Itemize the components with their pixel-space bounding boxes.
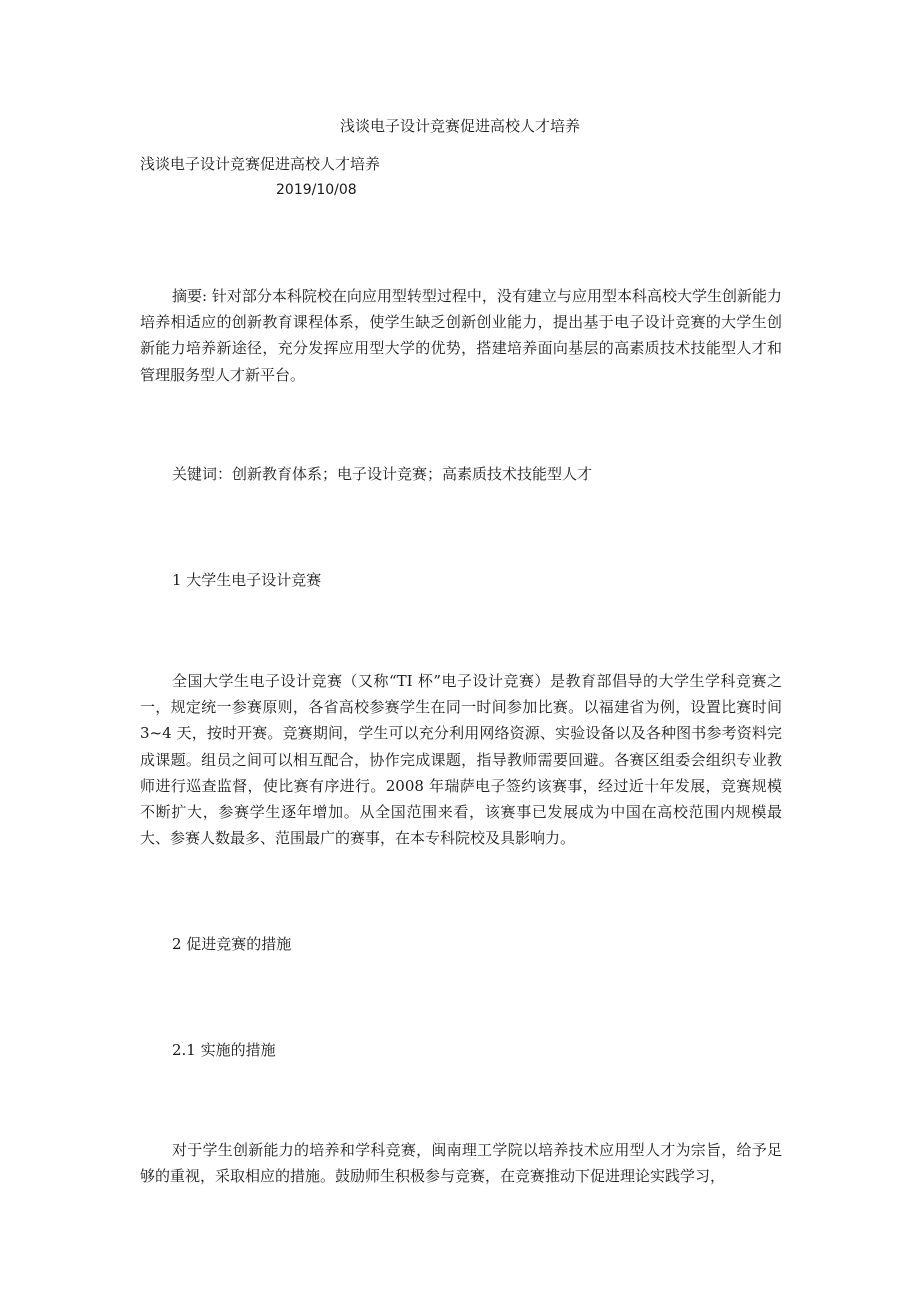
section-2-1-body: 对于学生创新能力的培养和学科竞赛，闽南理工学院以培养技术应用型人才为宗旨，给予足够的重视，采取相应的措施。鼓励师生积极参与竞赛，在竞赛推动下促进理论实践学习， [140, 1141, 782, 1186]
section-1-heading: 1 大学生电子设计竞赛 [172, 571, 322, 589]
document-title: 浅谈电子设计竞赛促进高校人才培养 [140, 155, 381, 173]
abstract-paragraph: 摘要: 针对部分本科院校在向应用型转型过程中，没有建立与应用型本科高校大学生创新能力培养相适应的创新教育课程体系，使学生缺乏创新创业能力，提出基于电子设计竞赛的大学生创新能力培养新途径，充分发挥应用型大学的优势，搭建培养面向基层的高素质技术技能型人才和管理服务型人才新平台。 [140, 287, 782, 384]
publish-date: 2019/10/08 [276, 182, 357, 198]
header-title: 浅谈电子设计竞赛促进高校人才培养 [339, 117, 580, 135]
section-2-heading: 2 促进竞赛的措施 [172, 935, 292, 953]
keywords-line: 关键词：创新教育体系；电子设计竞赛；高素质技术技能型人才 [172, 465, 593, 483]
section-2-1-heading: 2.1 实施的措施 [172, 1041, 276, 1059]
section-1-body: 全国大学生电子设计竞赛（又称“TI 杯”电子设计竞赛）是教育部倡导的大学生学科竞赛之一，规定统一参赛原则，各省高校参赛学生在同一时间参加比赛。以福建省为例，设置比赛时间 3~4 天，按时开赛。竞赛期间，学生可以充分利用网络资源、实验设备以及各种图书参考资料完成课题。组员之间可以相互配合，协作完成课题，指导教师需要回避。各赛区组委会组织专业教师进行巡查监督，使比赛有序进行。2008 年瑞萨电子签约该赛事，经过近十年发展，竞赛规模不断扩大，参赛学生逐年增加。从全国范围来看，该赛事已发展成为中国在高校范围内规模最大、参赛人数最多、范围最广的赛事，在本专科院校及具影响力。 [140, 672, 782, 848]
